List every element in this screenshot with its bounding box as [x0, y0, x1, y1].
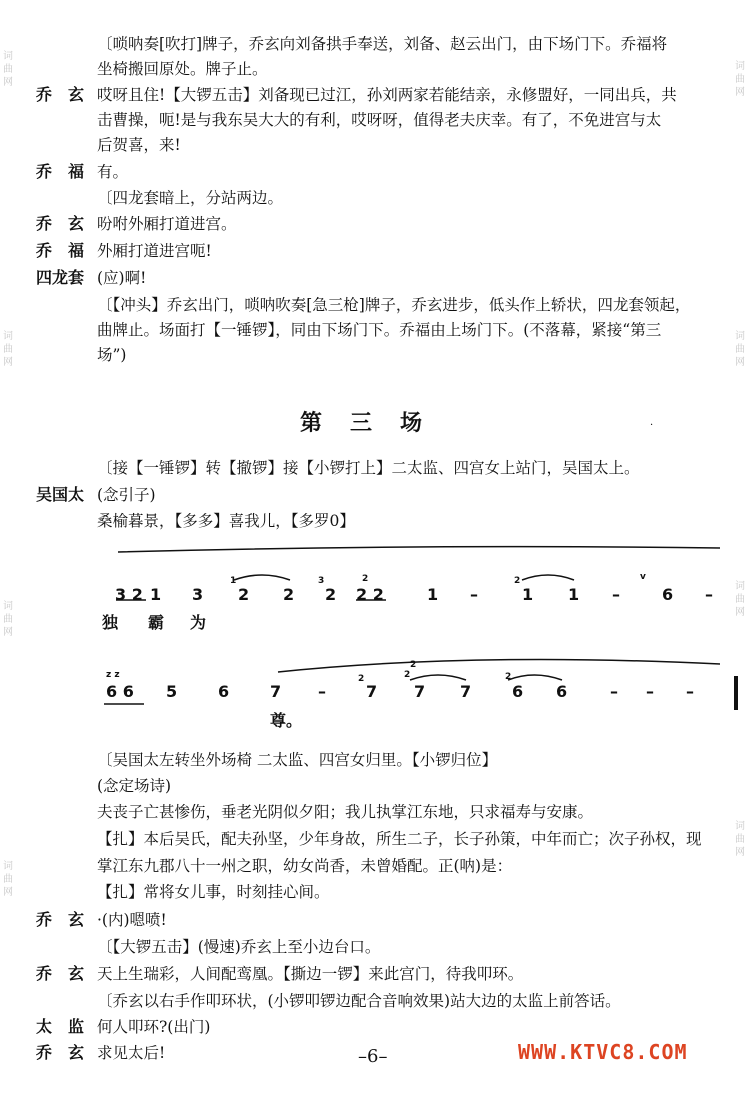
note: 2 — [283, 585, 295, 604]
note: – — [705, 585, 713, 604]
slur — [522, 575, 574, 580]
grace-note: 2 — [410, 660, 417, 670]
note: 7 — [414, 682, 426, 701]
page-number: –6– — [358, 1046, 388, 1067]
stage-direction: 〔四龙套暗上，分站两边。 — [97, 189, 284, 207]
note: 7 — [366, 682, 378, 701]
note: 2 2 — [356, 585, 384, 604]
speaker-name: 乔 玄 — [36, 910, 85, 929]
stage-direction: 〔【冲头】乔玄出门，唢呐吹奏[急三枪]牌子，乔玄进步，低头作上轿状，四龙套领起， — [97, 296, 691, 314]
slur — [508, 675, 562, 680]
grace-note: 3 — [318, 576, 325, 586]
grace-note: v — [640, 572, 646, 582]
dialogue-line: (念引子) — [97, 486, 156, 504]
note: 7 — [270, 682, 282, 701]
watermark-left: 词 曲 网 — [3, 601, 13, 638]
note: 1 — [568, 585, 580, 604]
note: 6 — [662, 585, 674, 604]
note: 2 — [238, 585, 250, 604]
note: 6 — [512, 682, 524, 701]
dialogue-line: 天上生瑞彩，人间配鸾凰。【撕边一锣】来此宫门，待我叩环。 — [97, 965, 524, 983]
note: 6 — [556, 682, 568, 701]
stage-direction: 坐椅搬回原处。牌子止。 — [97, 60, 268, 78]
stage-direction: 〔乔玄以右手作叩环状，(小锣叩锣边配合音响效果)站大边的太监上前答话。 — [97, 992, 621, 1010]
note: – — [686, 682, 694, 701]
watermark-left: 词 曲 网 — [3, 51, 13, 88]
stage-direction: 〔唢呐奏[吹打]牌子，乔玄向刘备拱手奉送，刘备、赵云出门，由下场门下。乔福将 — [97, 35, 668, 53]
monologue-line: 【扎】常将女儿事，时刻挂心间。 — [97, 883, 330, 901]
watermark-right: 词 曲 网 — [735, 581, 745, 618]
lyric: 霸 — [148, 613, 165, 632]
note: – — [612, 585, 620, 604]
grace-note: z z — [106, 670, 120, 680]
note: 7 — [460, 682, 472, 701]
speaker-name: 四龙套 — [36, 268, 85, 287]
stage-direction: 〔吴国太左转坐外场椅 二太监、四宫女归里。【小锣归位】 — [97, 751, 498, 769]
dialogue-line: 有。 — [97, 163, 129, 181]
grace-note: 2 — [514, 576, 521, 586]
grace-note: 2 — [505, 672, 512, 682]
dot-mark: · — [650, 420, 654, 431]
note: 1 — [522, 585, 534, 604]
grace-note: 2 — [362, 574, 369, 584]
speaker-name: 太 监 — [36, 1017, 85, 1036]
dialogue-line: 桑榆暮景，【多多】喜我儿，【多罗0】 — [97, 512, 355, 530]
dialogue-line: 击曹操，呃!是与我东吴大大的有利，哎呀呀，值得老夫庆幸。有了，不免进宫与太 — [97, 111, 662, 129]
note: 2 — [325, 585, 337, 604]
speaker-name: 乔 玄 — [36, 1043, 85, 1062]
stage-direction: 场”) — [97, 346, 127, 364]
slur — [410, 675, 466, 680]
speaker-name: 乔 玄 — [36, 214, 85, 233]
phrase-slur — [278, 660, 720, 673]
lyric: 为 — [190, 613, 207, 632]
site-url[interactable]: WWW.KTVC8.COM — [518, 1040, 688, 1064]
note: – — [470, 585, 478, 604]
dialogue-line: (应)啊! — [97, 269, 147, 287]
slur — [234, 575, 290, 580]
note: – — [318, 682, 326, 701]
grace-note: 2 — [404, 670, 411, 680]
dialogue-line: 求见太后! — [97, 1044, 166, 1062]
stage-direction: 曲牌止。场面打【一锤锣】，同由下场门下。乔福由上场门下。(不落幕，紧接“第三 — [97, 321, 662, 339]
watermark-left: 词 曲 网 — [3, 331, 13, 368]
note: 6 — [218, 682, 230, 701]
dialogue-line: ·(内)嗯喷! — [97, 911, 167, 929]
stage-direction: 〔【大锣五击】(慢速)乔玄上至小边台口。 — [97, 938, 381, 956]
note: 1 — [150, 585, 162, 604]
dialogue-line: 哎呀且住!【大锣五击】刘备现已过江，孙刘两家若能结亲，永修盟好，一同出兵，共 — [97, 86, 677, 104]
watermark-left: 词 曲 网 — [3, 861, 13, 898]
speaker-name: 吴国太 — [36, 485, 85, 504]
speaker-name: 乔 福 — [36, 162, 85, 181]
monologue-line: 掌江东九郡八十一州之职，幼女尚香，未曾婚配。正(呐)是： — [97, 857, 513, 875]
watermark-right: 词 曲 网 — [735, 331, 745, 368]
jianpu-score — [0, 540, 750, 740]
lyric: 独 — [102, 613, 119, 632]
note: 1 — [427, 585, 439, 604]
grace-note: 1 — [230, 576, 237, 586]
watermark-right: 词 曲 网 — [735, 821, 745, 858]
monologue-line: 【扎】本后吴氏，配夫孙坚，少年身故，所生二子，长子孙策，中年而亡；次子孙权，现 — [97, 830, 702, 848]
dialogue-line: 后贺喜，来! — [97, 136, 181, 154]
watermark-right: 词 曲 网 — [735, 61, 745, 98]
note: 3 2 — [115, 585, 143, 604]
scene-title: 第三场 — [299, 410, 450, 436]
note: 6 6 — [106, 682, 134, 701]
note: – — [646, 682, 654, 701]
grace-note: 2 — [358, 674, 365, 684]
note: 3 — [192, 585, 204, 604]
speaker-name: 乔 玄 — [36, 964, 85, 983]
dialogue-line: 吩咐外厢打道进宫。 — [97, 215, 237, 233]
speaker-name: 乔 福 — [36, 241, 85, 260]
verse-line: 夫丧子亡甚惨伤，垂老光阴似夕阳；我儿执掌江东地，只求福寿与安康。 — [97, 803, 594, 821]
lyric: 尊。 — [270, 711, 303, 730]
stage-direction: (念定场诗) — [97, 777, 172, 795]
note: – — [610, 682, 618, 701]
note: 5 — [166, 682, 178, 701]
phrase-slur — [118, 547, 720, 552]
dialogue-line: 何人叩环?(出门) — [97, 1018, 211, 1036]
dialogue-line: 外厢打道进宫呃! — [97, 242, 212, 260]
stage-direction: 〔接【一锤锣】转【撤锣】接【小锣打上】二太监、四宫女上站门，吴国太上。 — [97, 459, 640, 477]
speaker-name: 乔 玄 — [36, 85, 85, 104]
